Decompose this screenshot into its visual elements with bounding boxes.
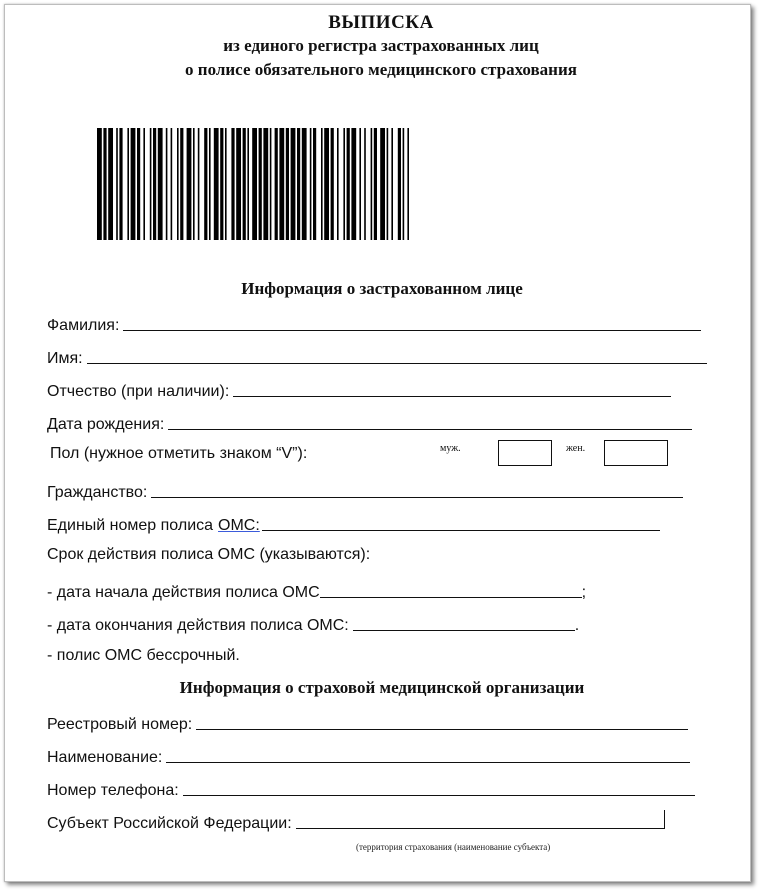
birthdate-label: Дата рождения: xyxy=(47,416,165,433)
barcode-bar xyxy=(177,128,179,240)
barcode-bar xyxy=(279,128,284,240)
region-caption: (территория страхования (наименование субъекта) xyxy=(356,842,551,852)
barcode-bar xyxy=(324,128,329,240)
policy-number-abbr: ОМС: xyxy=(218,517,260,534)
region-field xyxy=(47,809,665,833)
birthdate-line[interactable] xyxy=(168,428,692,430)
insurer-section-title: Информация о страховой медицинской организации xyxy=(179,678,585,697)
barcode-bar xyxy=(137,128,140,240)
barcode-bar xyxy=(97,128,102,240)
barcode-bar xyxy=(391,128,393,240)
perpetual-policy-label: - полис ОМС бессрочный. xyxy=(47,647,240,664)
barcode-bar xyxy=(359,128,361,240)
barcode-bar xyxy=(214,128,219,240)
end-date-suffix: . xyxy=(574,617,580,634)
citizenship-field xyxy=(47,478,683,502)
barcode-bar xyxy=(302,128,307,240)
barcode-bar xyxy=(263,128,268,240)
document-subtitle-line2: о полисе обязательного медицинского страхования xyxy=(185,60,577,79)
barcode-bar xyxy=(331,128,334,240)
barcode-bar xyxy=(143,128,145,240)
barcode-bar xyxy=(398,128,401,240)
phone-label: Номер телефона: xyxy=(47,782,179,799)
barcode-bar xyxy=(291,128,296,240)
barcode-bar xyxy=(204,128,207,240)
barcode-bar xyxy=(187,128,192,240)
barcode-bar xyxy=(127,128,129,240)
barcode-bar xyxy=(116,128,118,240)
barcode-bar xyxy=(247,128,249,240)
barcode-bar xyxy=(275,128,278,240)
barcode-bar xyxy=(209,128,211,240)
male-label: муж. xyxy=(440,443,461,454)
barcode-bar xyxy=(403,128,405,240)
barcode-bar xyxy=(407,128,409,240)
barcode-icon xyxy=(97,128,409,240)
document-subtitle-line1: из единого регистра застрахованных лиц xyxy=(223,36,539,55)
female-label: жен. xyxy=(566,443,586,454)
barcode-bar xyxy=(153,128,156,240)
barcode-bar xyxy=(150,128,152,240)
barcode-bar xyxy=(297,128,300,240)
birthdate-field xyxy=(47,410,692,434)
barcode-bar xyxy=(364,128,366,240)
barcode-bar xyxy=(198,128,200,240)
barcode-bar xyxy=(347,128,350,240)
barcode-bar xyxy=(259,128,262,240)
barcode-bar xyxy=(171,128,173,240)
barcode-bar xyxy=(231,128,234,240)
registry-number-line[interactable] xyxy=(196,728,688,730)
start-date-suffix: ; xyxy=(581,584,587,601)
barcode-bar xyxy=(252,128,257,240)
barcode-bar xyxy=(374,128,377,240)
barcode-bar xyxy=(180,128,183,240)
policy-number-label: Единый номер полиса xyxy=(47,517,214,534)
surname-line[interactable] xyxy=(123,329,701,331)
end-date-label: - дата окончания действия полиса ОМС: xyxy=(47,617,349,634)
barcode-bar xyxy=(321,128,323,240)
citizenship-line[interactable] xyxy=(151,496,683,498)
barcode-bar xyxy=(371,128,373,240)
start-date-label: - дата начала действия полиса ОМС xyxy=(47,584,320,601)
barcode-bar xyxy=(343,128,345,240)
barcode-bar xyxy=(337,128,339,240)
barcode-bar xyxy=(103,128,106,240)
gender-label: Пол (нужное отметить знаком “V”): xyxy=(50,445,308,462)
end-date-line[interactable] xyxy=(353,629,575,631)
barcode-bar xyxy=(193,128,195,240)
document-title: ВЫПИСКА xyxy=(328,12,434,33)
registry-number-label: Реестровый номер: xyxy=(47,716,193,733)
barcode-bar xyxy=(310,128,312,240)
name-label: Имя: xyxy=(47,350,83,367)
barcode-bar xyxy=(286,128,289,240)
barcode-bar xyxy=(387,128,389,240)
barcode-bar xyxy=(313,128,316,240)
female-checkbox[interactable] xyxy=(604,440,668,466)
policy-number-field xyxy=(47,511,660,535)
phone-line[interactable] xyxy=(183,794,695,796)
barcode-bar xyxy=(270,128,272,240)
barcode-bar xyxy=(225,128,227,240)
start-date-line[interactable] xyxy=(320,596,582,598)
patronymic-line[interactable] xyxy=(233,395,671,397)
insured-section-title: Информация о застрахованном лице xyxy=(241,279,523,298)
name-field xyxy=(47,344,707,368)
region-label: Субъект Российской Федерации: xyxy=(47,815,292,832)
barcode-bar xyxy=(351,128,356,240)
policy-number-line[interactable] xyxy=(262,529,660,531)
patronymic-label: Отчество (при наличии): xyxy=(47,383,230,400)
barcode-bar xyxy=(119,128,122,240)
name-line[interactable] xyxy=(87,362,707,364)
phone-field xyxy=(47,776,695,800)
validity-label: Срок действия полиса ОМС (указываются): xyxy=(47,546,371,563)
patronymic-field xyxy=(47,377,671,401)
barcode-bar xyxy=(380,128,385,240)
start-date-field xyxy=(47,578,586,602)
insurer-name-line[interactable] xyxy=(166,761,690,763)
male-checkbox[interactable] xyxy=(498,440,552,466)
region-line[interactable] xyxy=(296,810,665,829)
barcode-bar xyxy=(158,128,163,240)
surname-label: Фамилия: xyxy=(47,317,120,334)
barcode-bar xyxy=(166,128,168,240)
registry-number-field xyxy=(47,710,688,734)
insurer-name-label: Наименование: xyxy=(47,749,163,766)
insurer-name-field xyxy=(47,743,690,767)
citizenship-label: Гражданство: xyxy=(47,484,148,501)
end-date-field xyxy=(47,611,579,635)
barcode-bar xyxy=(220,128,223,240)
barcode-bar xyxy=(131,128,136,240)
surname-field xyxy=(47,311,701,335)
barcode-bar xyxy=(236,128,241,240)
barcode-bar xyxy=(243,128,246,240)
barcode-bar xyxy=(108,128,113,240)
